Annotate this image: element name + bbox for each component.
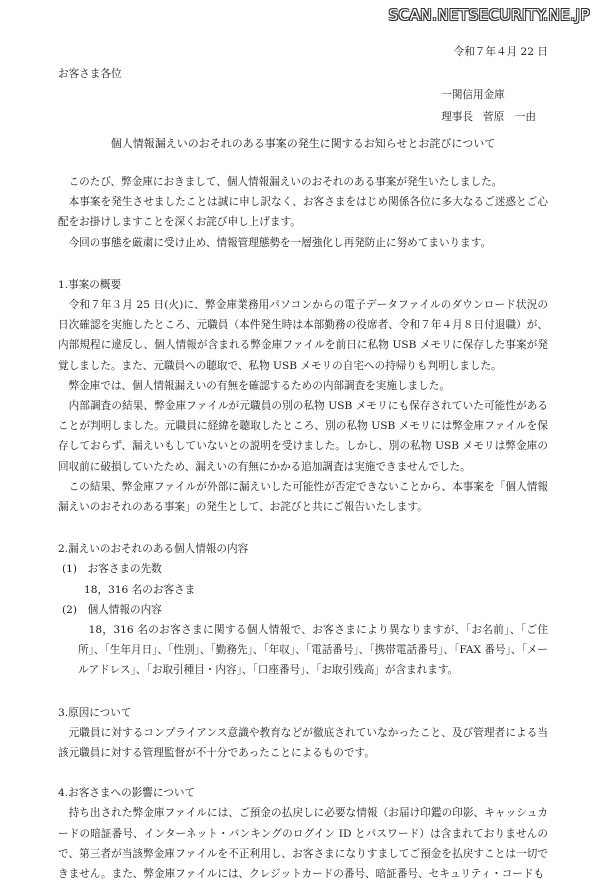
- section-2-item-2-text: 18，316 名のお客さまに関する個人情報で、お客さまにより異なりますが、「お名前」、「ご住所」、「生年月日」、「性別」、「勤務先」、「年収」、「電話番号」、「携帯電話番号」、「FAX 番号」、「メールアドレス」、「お取引種目・内容」、「口座番号」、「お取引残高」が含まれます。: [78, 624, 548, 677]
- sender-name: 菅原 一由: [483, 111, 536, 123]
- addressee: お客さま各位: [58, 68, 122, 80]
- section-heading-4: 4.お客さまへの影響について: [58, 787, 196, 800]
- section-heading-1: 1.事案の概要: [58, 278, 122, 291]
- document-date: 令和７年４月 22 日: [453, 46, 548, 58]
- section-1-paragraph: 内部調査の結果、弊金庫ファイルが元職員の別の私物 USB メモリにも保存されていた可能性があることが判明しました。元職員に経緯を聴取したところ、別の私物 USB メモリには弊金庫ファイルを保存しておらず、漏えいもしていないとの説明を受けました。しかし、別の私物 USB メモリは弊金庫の回収前に破損していたため、漏えいの有無にかかる追加調査は実施できませんでした。: [58, 400, 548, 473]
- section-1-paragraph: この結果、弊金庫ファイルが外部に漏えいした可能性が否定できないことから、本事案を「個人情報漏えいのおそれのある事案」の発生として、お詫びと共にご報告いたします。: [58, 480, 548, 514]
- section-2-item-1-label: (1) お客さまの先数: [62, 563, 162, 576]
- section-2-item-2-label: (2) 個人情報の内容: [62, 603, 162, 616]
- section-heading-3: 3.原因について: [58, 706, 132, 719]
- intro-paragraph: このたび、弊金庫におきまして、個人情報漏えいのおそれのある事案が発生いたしました。: [68, 176, 503, 188]
- sender-name-row: [441, 106, 546, 128]
- intro-paragraph: 今回の事態を厳粛に受け止め、情報管理態勢を一層強化し再発防止に努めてまいります。: [68, 236, 492, 249]
- watermark-text: SCAN.NETSECURITY.NE.JP: [388, 6, 590, 24]
- section-2-item-1-value: 18，316 名のお客さま: [84, 583, 196, 596]
- section-1-paragraph: 弊金庫では、個人情報漏えいの有無を確認するための内部調査を実施しました。: [68, 379, 450, 392]
- sender-block: [441, 84, 546, 128]
- document-body: [58, 172, 548, 884]
- section-4-text: 持ち出された弊金庫ファイルには、ご預金の払戻しに必要な情報（お届け印鑑の印影、キャッシュカードの暗証番号、インターネット・バンキングのログイン ID とパスワード）は含まれておりませんので、第三者が当該弊金庫ファイルを不正利用し、お客さまになりすましてご預金を払戻すことは一切できません。また、弊金庫ファイルには、クレジットカードの番号、暗証番号、セキュリティ・コードも: [58, 807, 548, 881]
- sender-org: 一関信用金庫: [441, 89, 505, 101]
- section-3-text: 元職員に対するコンプライアンス意識や教育などが徹底されていなかったこと、及び管理者による当該元職員に対する管理監督が不十分であったことによるものです。: [58, 726, 548, 760]
- intro-paragraph: 本事案を発生させましたことは誠に申し訳なく、お客さまをはじめ関係各位に多大なるご迷惑とご心配をお掛けしますことを深くお詫び申し上げます。: [58, 196, 548, 229]
- section-1-paragraph: 令和７年３月 25 日(火)に、弊金庫業務用パソコンからの電子データファイルのダウンロード状況の日次確認を実施したところ、元職員（本件発生時は本部勤務の役席者、令和７年４月８日付退職）が、内部規程に違反し、個人情報が含まれる弊金庫ファイルを前日に私物 USB メモリに保存した事案が発覚しました。また、元職員への聴取で、私物 USB メモリの自宅への持帰りも判明しました。: [58, 299, 548, 372]
- sender-title: 理事長: [441, 111, 474, 123]
- section-heading-2: 2.漏えいのおそれのある個人情報の内容: [58, 543, 249, 556]
- document-title: 個人情報漏えいのおそれのある事案の発生に関するお知らせとお詫びについて: [110, 137, 496, 150]
